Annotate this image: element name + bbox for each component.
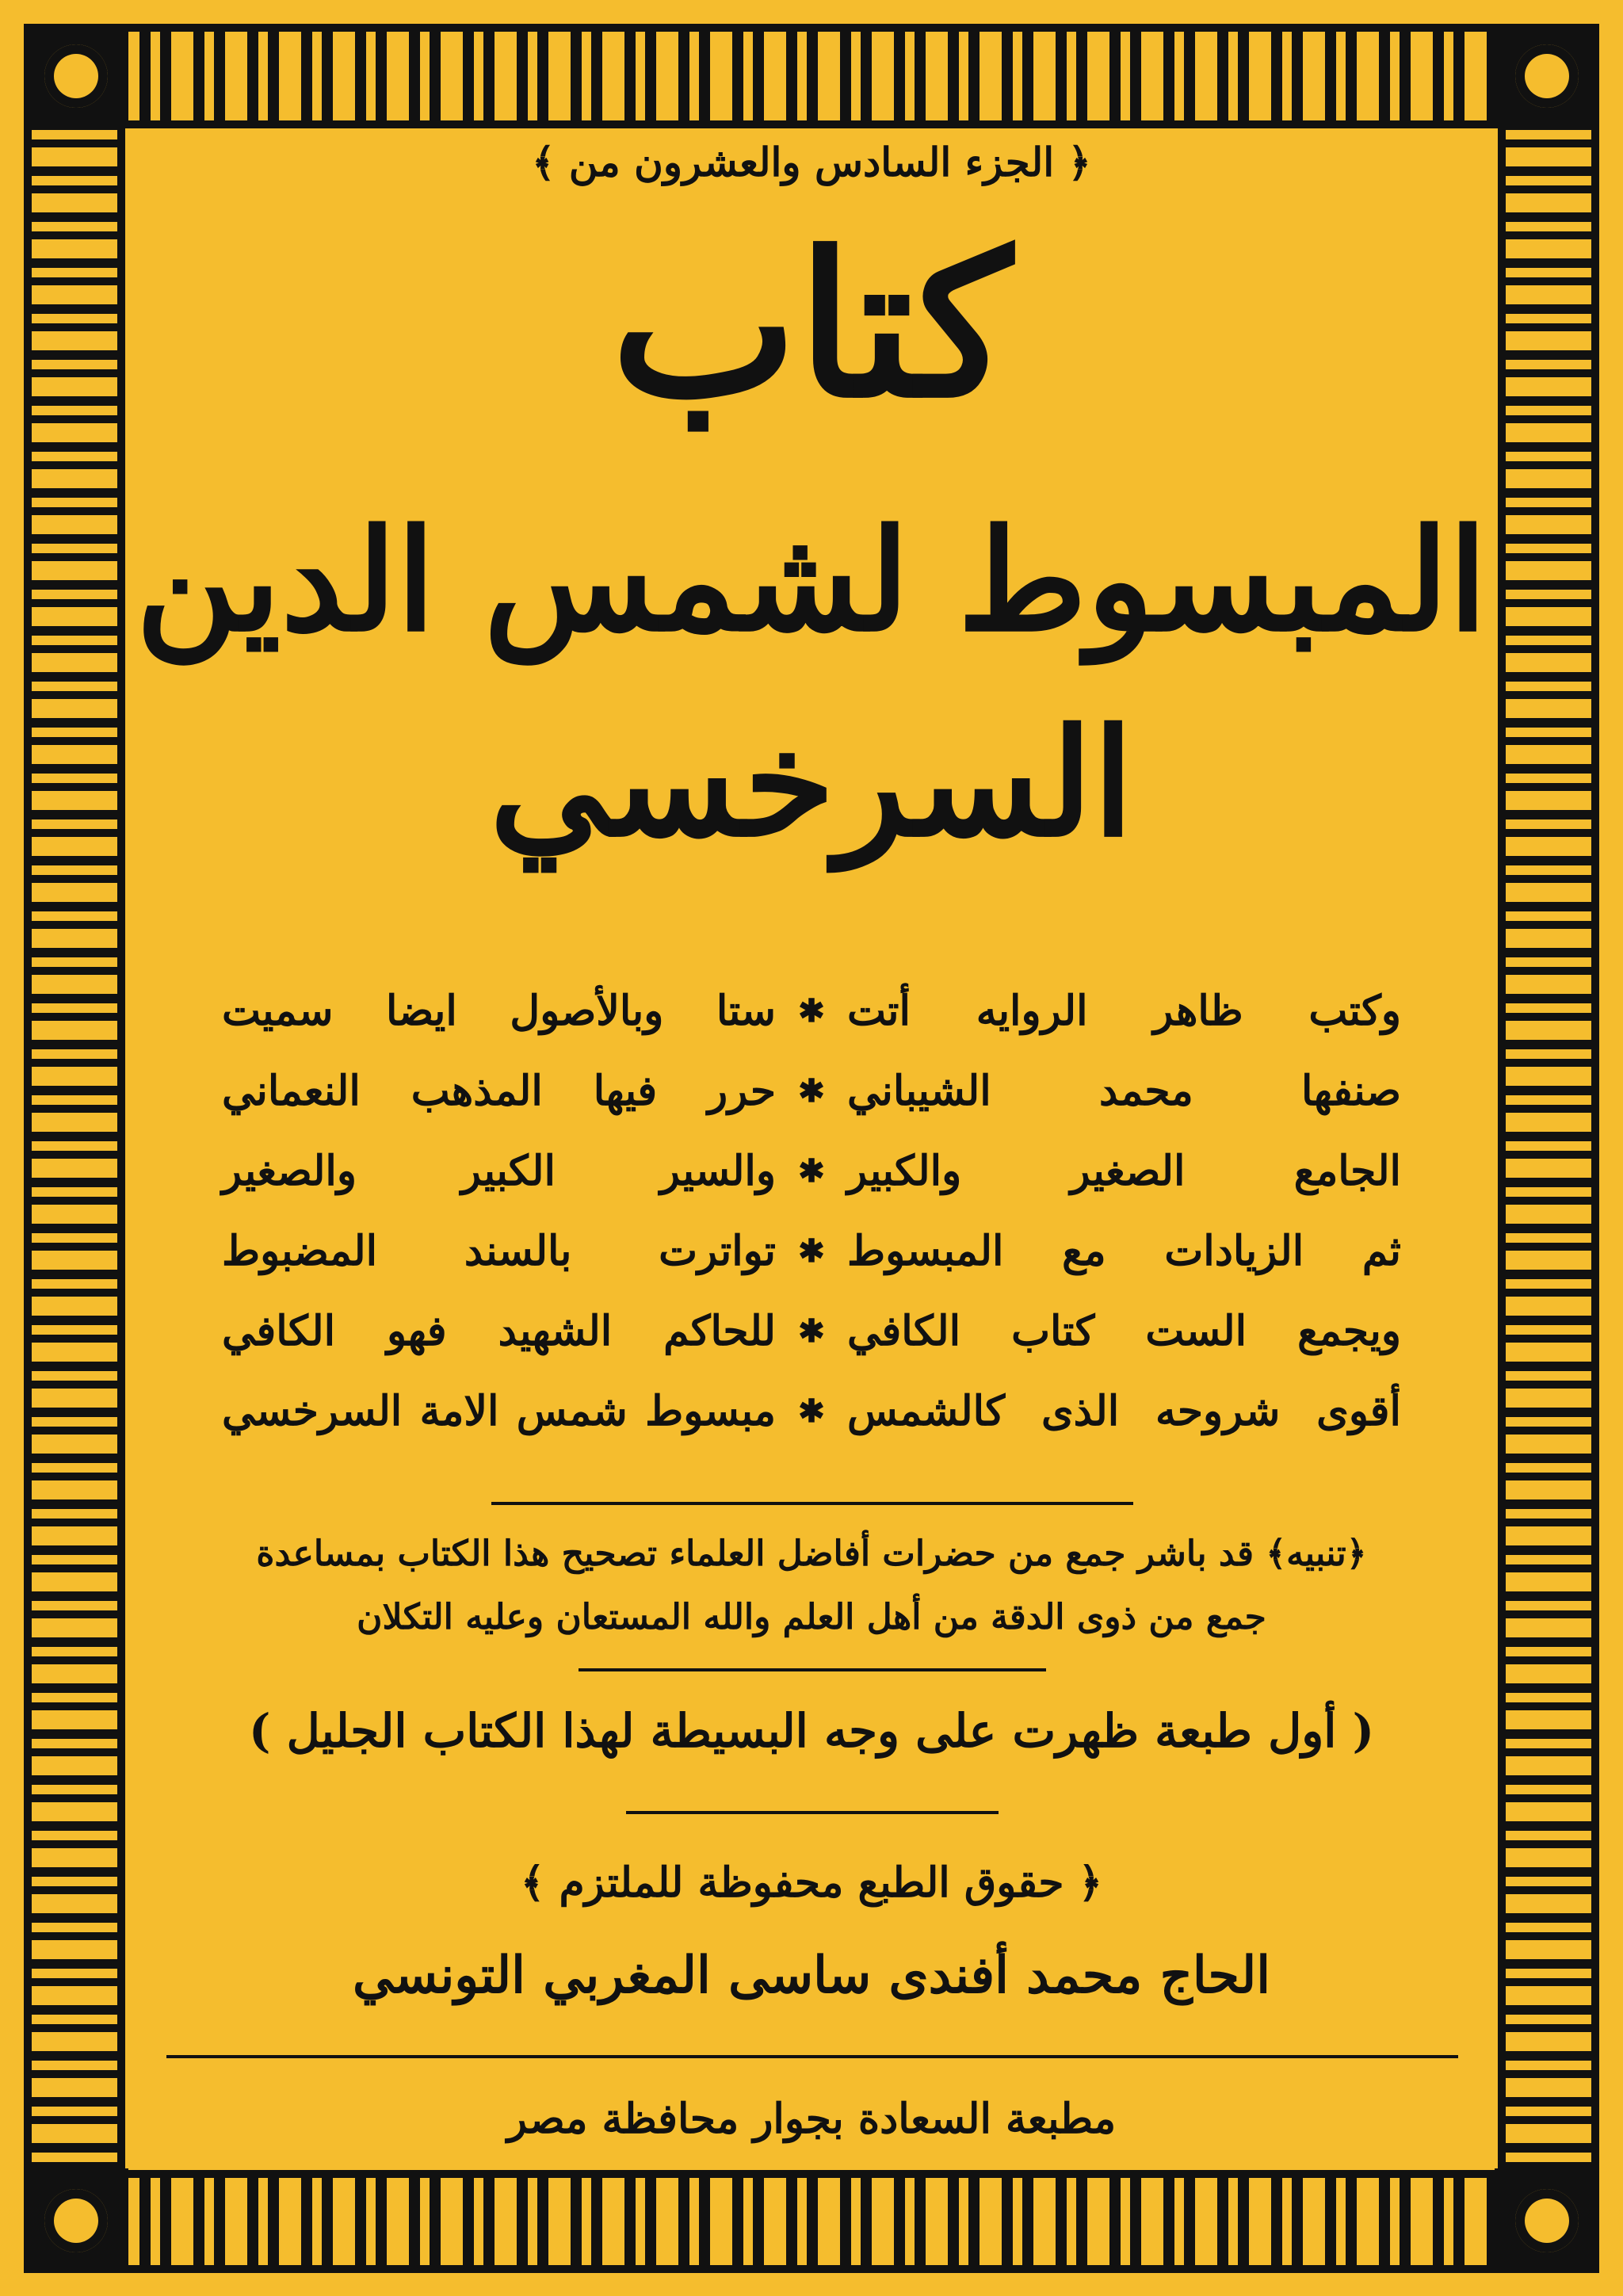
verse-separator-star: ✱ bbox=[798, 992, 825, 1030]
verse-first-hemistich: وكتب ظاهر الروايه أتت bbox=[847, 987, 1401, 1035]
ornamental-border-right bbox=[1498, 120, 1599, 2178]
verse-block bbox=[222, 971, 1401, 1451]
verse-first-hemistich: أقوى شروحه الذى كالشمس bbox=[847, 1387, 1401, 1435]
ornamental-border-left bbox=[24, 120, 125, 2178]
title-page-content bbox=[135, 139, 1488, 2160]
verse-first-hemistich: ويجمع الست كتاب الكافي bbox=[847, 1307, 1401, 1355]
divider-rule bbox=[166, 2055, 1458, 2058]
verse-separator-star: ✱ bbox=[798, 1072, 825, 1110]
divider-rule bbox=[579, 1668, 1046, 1671]
edition-statement: ( أول طبعة ظهرت على وجه البسيطة لهذا الكتاب الجليل ) bbox=[248, 1704, 1375, 1758]
copyright-notice: ﴿ حقوق الطبع محفوظة للملتزم ﴾ bbox=[520, 1859, 1103, 1907]
verse-row bbox=[222, 1291, 1401, 1371]
book-title-line-1: المبسوط لشمس الدين bbox=[136, 499, 1487, 663]
ornamental-border-bottom bbox=[24, 2170, 1599, 2273]
verse-row bbox=[222, 1131, 1401, 1211]
publisher-name: الحاج محمد أفندى ساسى المغربي التونسي bbox=[353, 1946, 1270, 2005]
verse-row bbox=[222, 971, 1401, 1051]
verse-separator-star: ✱ bbox=[798, 1152, 825, 1190]
printing-press: مطبعة السعادة بجوار محافظة مصر bbox=[506, 2095, 1117, 2143]
corner-ornament-top-right bbox=[1495, 24, 1599, 128]
corner-ornament-bottom-left bbox=[24, 2168, 128, 2273]
verse-second-hemistich: مبسوط شمس الامة السرخسي bbox=[222, 1387, 776, 1435]
verse-second-hemistich: تواترت بالسند المضبوط bbox=[222, 1227, 776, 1275]
divider-rule bbox=[626, 1811, 999, 1814]
verse-first-hemistich: الجامع الصغير والكبير bbox=[847, 1147, 1401, 1195]
verse-second-hemistich: للحاكم الشهيد فهو الكافي bbox=[222, 1307, 776, 1355]
corner-ornament-top-left bbox=[24, 24, 128, 128]
verse-first-hemistich: صنفها محمد الشيباني bbox=[847, 1067, 1401, 1115]
notice-line-1: ﴿تنبيه﴾ قد باشر جمع من حضرات أفاضل العلماء تصحيح هذا الكتاب بمساعدة bbox=[256, 1534, 1367, 1574]
notice-line-2: جمع من ذوى الدقة من أهل العلم والله المستعان وعليه التكلان bbox=[357, 1597, 1266, 1637]
divider-rule bbox=[491, 1502, 1133, 1505]
verse-separator-star: ✱ bbox=[798, 1392, 825, 1430]
book-word: كتاب bbox=[611, 208, 1012, 441]
verse-row bbox=[222, 1371, 1401, 1451]
verse-first-hemistich: ثم الزيادات مع المبسوط bbox=[847, 1227, 1401, 1275]
verse-separator-star: ✱ bbox=[798, 1312, 825, 1350]
verse-row bbox=[222, 1051, 1401, 1131]
book-title-line-2: السرخسي bbox=[489, 696, 1134, 869]
verse-second-hemistich: حرر فيها المذهب النعماني bbox=[222, 1067, 776, 1115]
ornamental-border-top bbox=[24, 24, 1599, 128]
volume-label: ﴿ الجزء السادس والعشرون من ﴾ bbox=[532, 139, 1091, 185]
verse-second-hemistich: والسير الكبير والصغير bbox=[222, 1147, 776, 1195]
verse-second-hemistich: ستا وبالأصول ايضا سميت bbox=[222, 987, 776, 1035]
corner-ornament-bottom-right bbox=[1495, 2168, 1599, 2273]
verse-separator-star: ✱ bbox=[798, 1232, 825, 1270]
verse-row bbox=[222, 1211, 1401, 1291]
